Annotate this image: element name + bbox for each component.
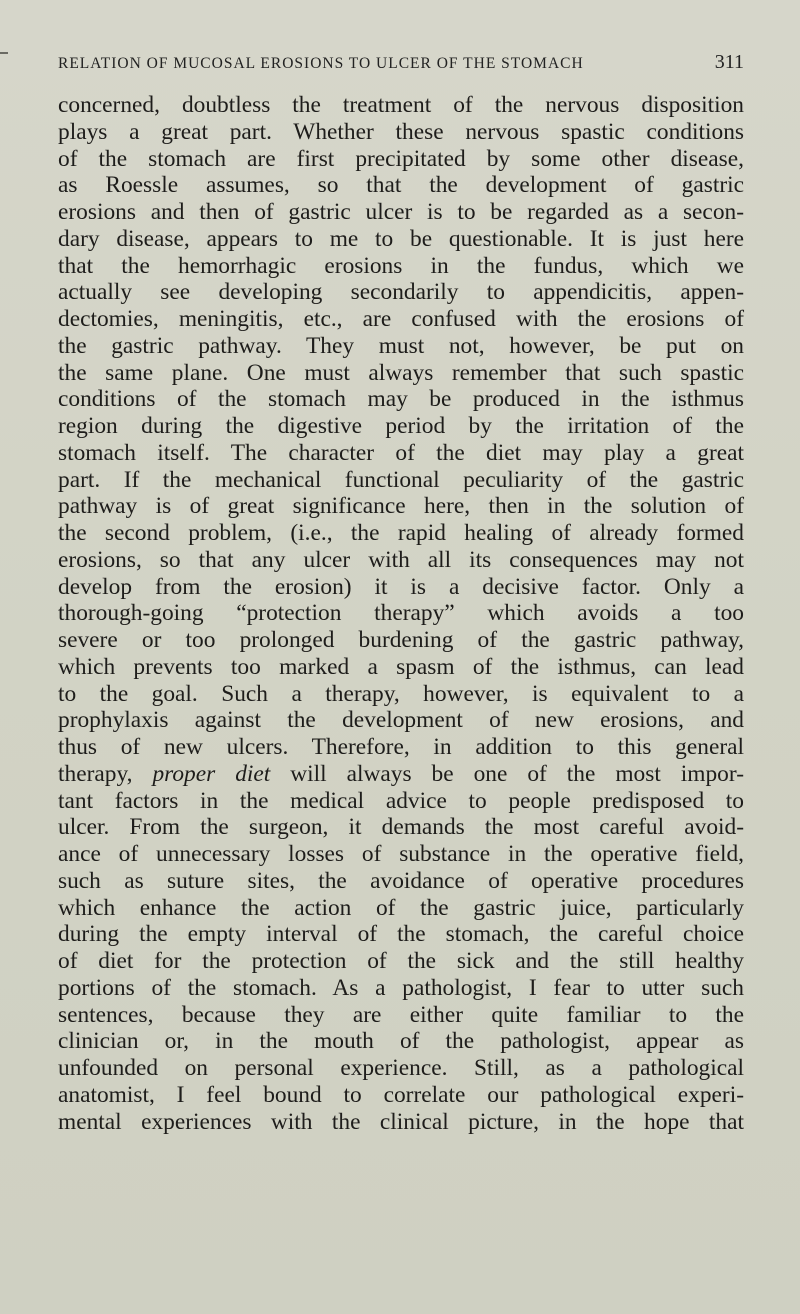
text-line: of diet for the protection of the sick and the still healthy — [58, 948, 744, 974]
text-line: dary disease, appears to me to be questionable. It is just here — [58, 225, 744, 252]
margin-mark — [0, 52, 8, 54]
text-line: clinician or, in the mouth of the pathologist, appear as — [58, 1028, 744, 1055]
text-line: during the empty interval of the stomach, the careful choice — [58, 921, 744, 948]
text-line: plays a great part. Whether these nervous spastic conditions — [58, 118, 744, 145]
text-line: actually see developing secondarily to appendicitis, appen- — [58, 279, 744, 306]
text-segment: therapy, — [58, 760, 153, 787]
text-line: develop from the erosion) it is a decisive factor. Only a — [58, 573, 744, 600]
text-line: unfounded on personal experience. Still, as a pathological — [58, 1055, 744, 1081]
text-line: dectomies, meningitis, etc., are confused with the erosions of — [58, 306, 744, 332]
text-line: sentences, because they are either quite familiar to the — [58, 1001, 744, 1028]
text-line: the same plane. One must always remember that such spastic — [58, 359, 744, 386]
text-line: ance of unnecessary losses of substance in the operative field, — [58, 841, 744, 867]
text-line: conditions of the stomach may be produced in the isthmus — [58, 386, 744, 413]
text-line: the gastric pathway. They must not, however, be put on — [58, 332, 744, 359]
text-line: portions of the stomach. As a pathologist, I fear to utter such — [58, 974, 744, 1001]
running-title: RELATION OF MUCOSAL EROSIONS TO ULCER OF THE STOMACH — [58, 55, 584, 72]
text-line: such as suture sites, the avoidance of operative procedures — [58, 867, 744, 894]
text-line: region during the digestive period by the irritation of the — [58, 413, 744, 439]
text-line: of the stomach are first precipitated by some other disease, — [58, 145, 744, 172]
page-number: 311 — [714, 51, 744, 73]
italic-emphasis: proper diet — [152, 760, 271, 787]
body-text — [58, 92, 744, 1135]
text-line-with-italic — [58, 761, 744, 788]
text-line: tant factors in the medical advice to people predisposed to — [58, 787, 744, 814]
text-line: thus of new ulcers. Therefore, in addition to this general — [58, 734, 744, 760]
text-line: as Roessle assumes, so that the development of gastric — [58, 172, 744, 199]
text-line: to the goal. Such a therapy, however, is equivalent to a — [58, 680, 744, 707]
text-line: part. If the mechanical functional peculiarity of the gastric — [58, 466, 744, 493]
text-segment: will always be one of the most impor- — [270, 760, 744, 787]
text-line: prophylaxis against the development of new erosions, and — [58, 707, 744, 734]
text-line: erosions, so that any ulcer with all its consequences may not — [58, 546, 744, 573]
text-line: stomach itself. The character of the diet may play a great — [58, 439, 744, 466]
text-line: the second problem, (i.e., the rapid healing of already formed — [58, 520, 744, 546]
running-header — [58, 51, 744, 74]
text-line: erosions and then of gastric ulcer is to be regarded as a secon- — [58, 199, 744, 225]
text-line: concerned, doubtless the treatment of the nervous disposition — [58, 92, 744, 118]
text-line: anatomist, I feel bound to correlate our pathological experi- — [58, 1081, 744, 1108]
text-line: which prevents too marked a spasm of the isthmus, can lead — [58, 653, 744, 680]
text-line: that the hemorrhagic erosions in the fundus, which we — [58, 252, 744, 279]
text-line: which enhance the action of the gastric juice, particularly — [58, 894, 744, 921]
text-line: mental experiences with the clinical picture, in the hope that — [58, 1108, 744, 1135]
text-line: pathway is of great significance here, then in the solution of — [58, 493, 744, 520]
text-line: severe or too prolonged burdening of the gastric pathway, — [58, 627, 744, 653]
text-line: ulcer. From the surgeon, it demands the most careful avoid- — [58, 814, 744, 841]
text-line: thorough-going “protection therapy” which avoids a too — [58, 600, 744, 627]
